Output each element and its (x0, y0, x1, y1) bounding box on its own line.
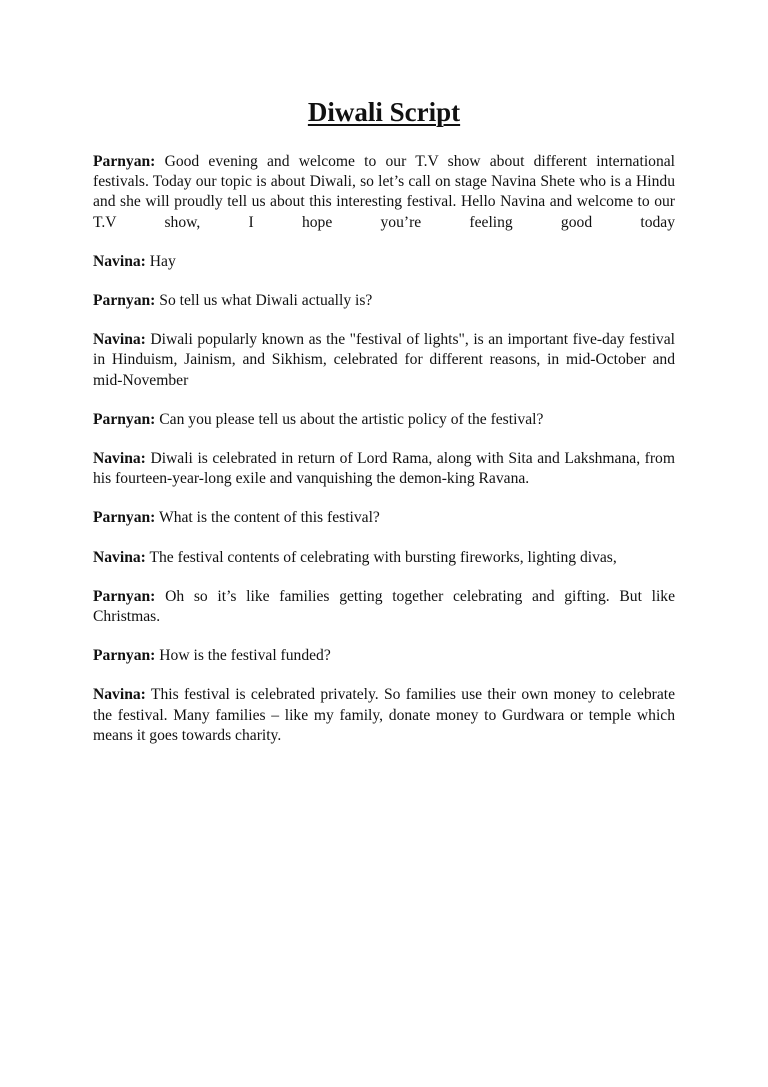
document-title: Diwali Script (307, 97, 461, 127)
speaker-name: Parnyan: (93, 153, 156, 170)
speaker-name: Parnyan: (93, 587, 156, 605)
dialogue-text: How is the festival funded? (159, 647, 331, 665)
script-dialogue (93, 152, 675, 765)
dialogue-text: This festival is celebrated privately. So families use their own money to celebrate the festival. Many families – like my family, donate money to Gurdwara or temple which means it goes towards charity. (93, 686, 676, 744)
dialogue-line-5 (93, 410, 675, 430)
dialogue-text: So tell us what Diwali actually is? (159, 292, 373, 310)
dialogue-line-6 (93, 449, 675, 489)
dialogue-text: Diwali is celebrated in return of Lord Rama, along with Sita and Lakshmana, from his fourteen-year-long exile and vanquishing the demon-king Ravana. (93, 450, 675, 488)
dialogue-text: Good evening and welcome to our T.V show about different international festivals. Today our topic is about Diwali, so let’s call on stage Navina Shete who is a Hindu and she will proudly tell us about this interesting festival. Hello Navina and welcome to our T.V show, I hope you’re feeling good today (93, 153, 675, 231)
dialogue-line-2 (93, 252, 675, 272)
dialogue-line-9 (93, 587, 675, 627)
dialogue-text: Hay (149, 252, 176, 270)
dialogue-line-1 (93, 152, 675, 233)
dialogue-text: What is the content of this festival? (159, 509, 380, 527)
speaker-name: Navina: (93, 450, 146, 468)
speaker-name: Parnyan: (93, 410, 156, 428)
speaker-name: Navina: (93, 548, 146, 566)
dialogue-line-7 (93, 508, 675, 528)
dialogue-text: Oh so it’s like families getting together celebrating and gifting. But like Christmas. (93, 587, 675, 626)
speaker-name: Navina: (93, 686, 146, 704)
dialogue-line-3 (93, 291, 675, 311)
dialogue-line-11 (93, 685, 675, 746)
speaker-name: Parnyan: (93, 292, 156, 310)
dialogue-line-10 (93, 646, 675, 666)
speaker-name: Navina: (93, 252, 146, 270)
dialogue-line-4 (93, 330, 675, 391)
speaker-name: Parnyan: (93, 509, 156, 527)
dialogue-line-8 (93, 548, 675, 568)
speaker-name: Parnyan: (93, 647, 156, 665)
dialogue-text: The festival contents of celebrating with bursting fireworks, lighting divas, (149, 548, 617, 566)
dialogue-text: Can you please tell us about the artistic policy of the festival? (159, 410, 544, 428)
dialogue-text: Diwali popularly known as the "festival of lights", is an important five-day festival in Hinduism, Jainism, and Sikhism, celebrated for different reasons, in mid-October and mid-November (93, 331, 675, 389)
speaker-name: Navina: (93, 331, 146, 349)
